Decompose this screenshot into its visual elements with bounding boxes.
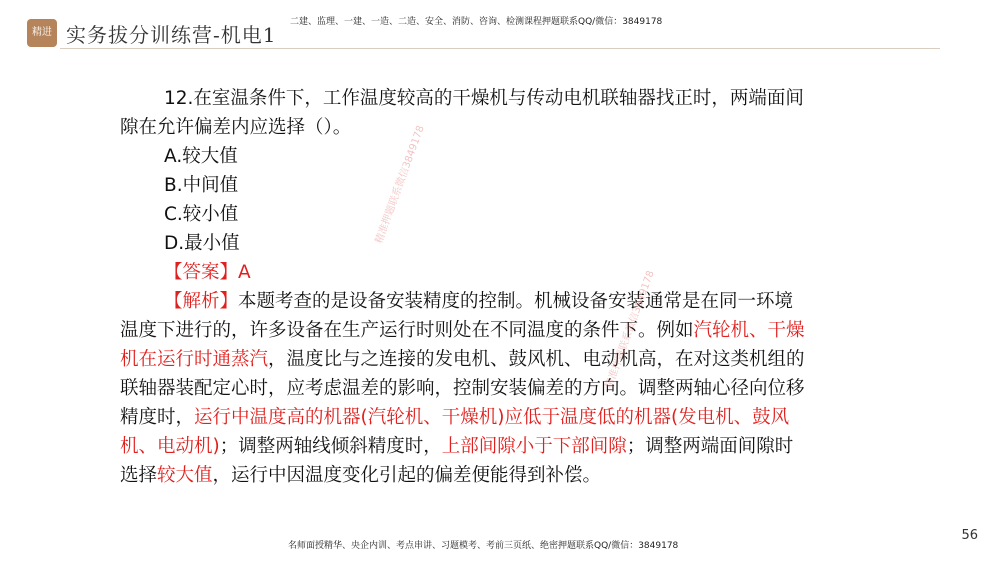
option-d: D.最小值 <box>164 233 240 254</box>
analysis-highlight-1: 汽轮机、干燥机在运行时通蒸汽 <box>120 320 805 370</box>
question-stem: 12.在室温条件下，工作温度较高的干燥机与传动电机联轴器找正时，两端面间隙在允许偏差内应选择（）。 <box>120 88 804 138</box>
option-b: B.中间值 <box>164 175 239 196</box>
answer-value: A <box>238 262 251 283</box>
answer-line <box>120 258 810 287</box>
analysis-text-3: ；调整两轴线倾斜精度时， <box>219 436 442 457</box>
analysis-text-4: ；调整两端面间隙时选择 <box>120 436 794 486</box>
analysis-text-1: 本题考查的是设备安装精度的控制。机械设备安装通常是在同一环境温度下进行的，许多设备在生产运行时则处在不同温度的条件下。例如 <box>120 291 794 341</box>
page-number: 56 <box>961 528 978 543</box>
slide-content <box>120 84 810 490</box>
analysis-text-5: ，运行中因温度变化引起的偏差便能得到补偿。 <box>212 465 602 486</box>
analysis-highlight-2: 运行中温度高的机器(汽轮机、干燥机)应低于温度低的机器(发电机、鼓风机、电动机) <box>120 407 790 457</box>
logo-badge: 精进 <box>27 19 57 47</box>
watermark-1: 精准押题联系微信3849178 <box>373 124 427 246</box>
analysis-highlight-3: 上部间隙小于下部间隙 <box>441 436 627 457</box>
option-c: C.较小值 <box>164 204 239 225</box>
analysis-paragraph <box>120 287 810 490</box>
analysis-label: 【解析】 <box>164 291 239 312</box>
footer-contact-note: 名师面授精华、央企内训、考点串讲、习题模考、考前三页纸、绝密押题联系QQ/微信：3849178 <box>288 541 679 551</box>
top-contact-note: 二建、监理、一建、一造、二造、安全、消防、咨询、检测课程押题联系QQ/微信：3849178 <box>290 17 663 27</box>
analysis-text-2: ，温度比与之连接的发电机、鼓风机、电动机高，在对这类机组的联轴器装配定心时，应考虑温差的影响，控制安装偏差的方向。调整两轴心径向位移精度时， <box>120 349 805 428</box>
analysis-highlight-4: 较大值 <box>157 465 213 486</box>
answer-label: 【答案】 <box>164 262 239 283</box>
watermark-2: 精准押题联系微信3849178 <box>603 269 657 391</box>
header-divider <box>60 48 940 49</box>
brand-title: 实务拔分训练营-机电1 <box>66 23 277 47</box>
option-a: A.较大值 <box>164 146 238 167</box>
